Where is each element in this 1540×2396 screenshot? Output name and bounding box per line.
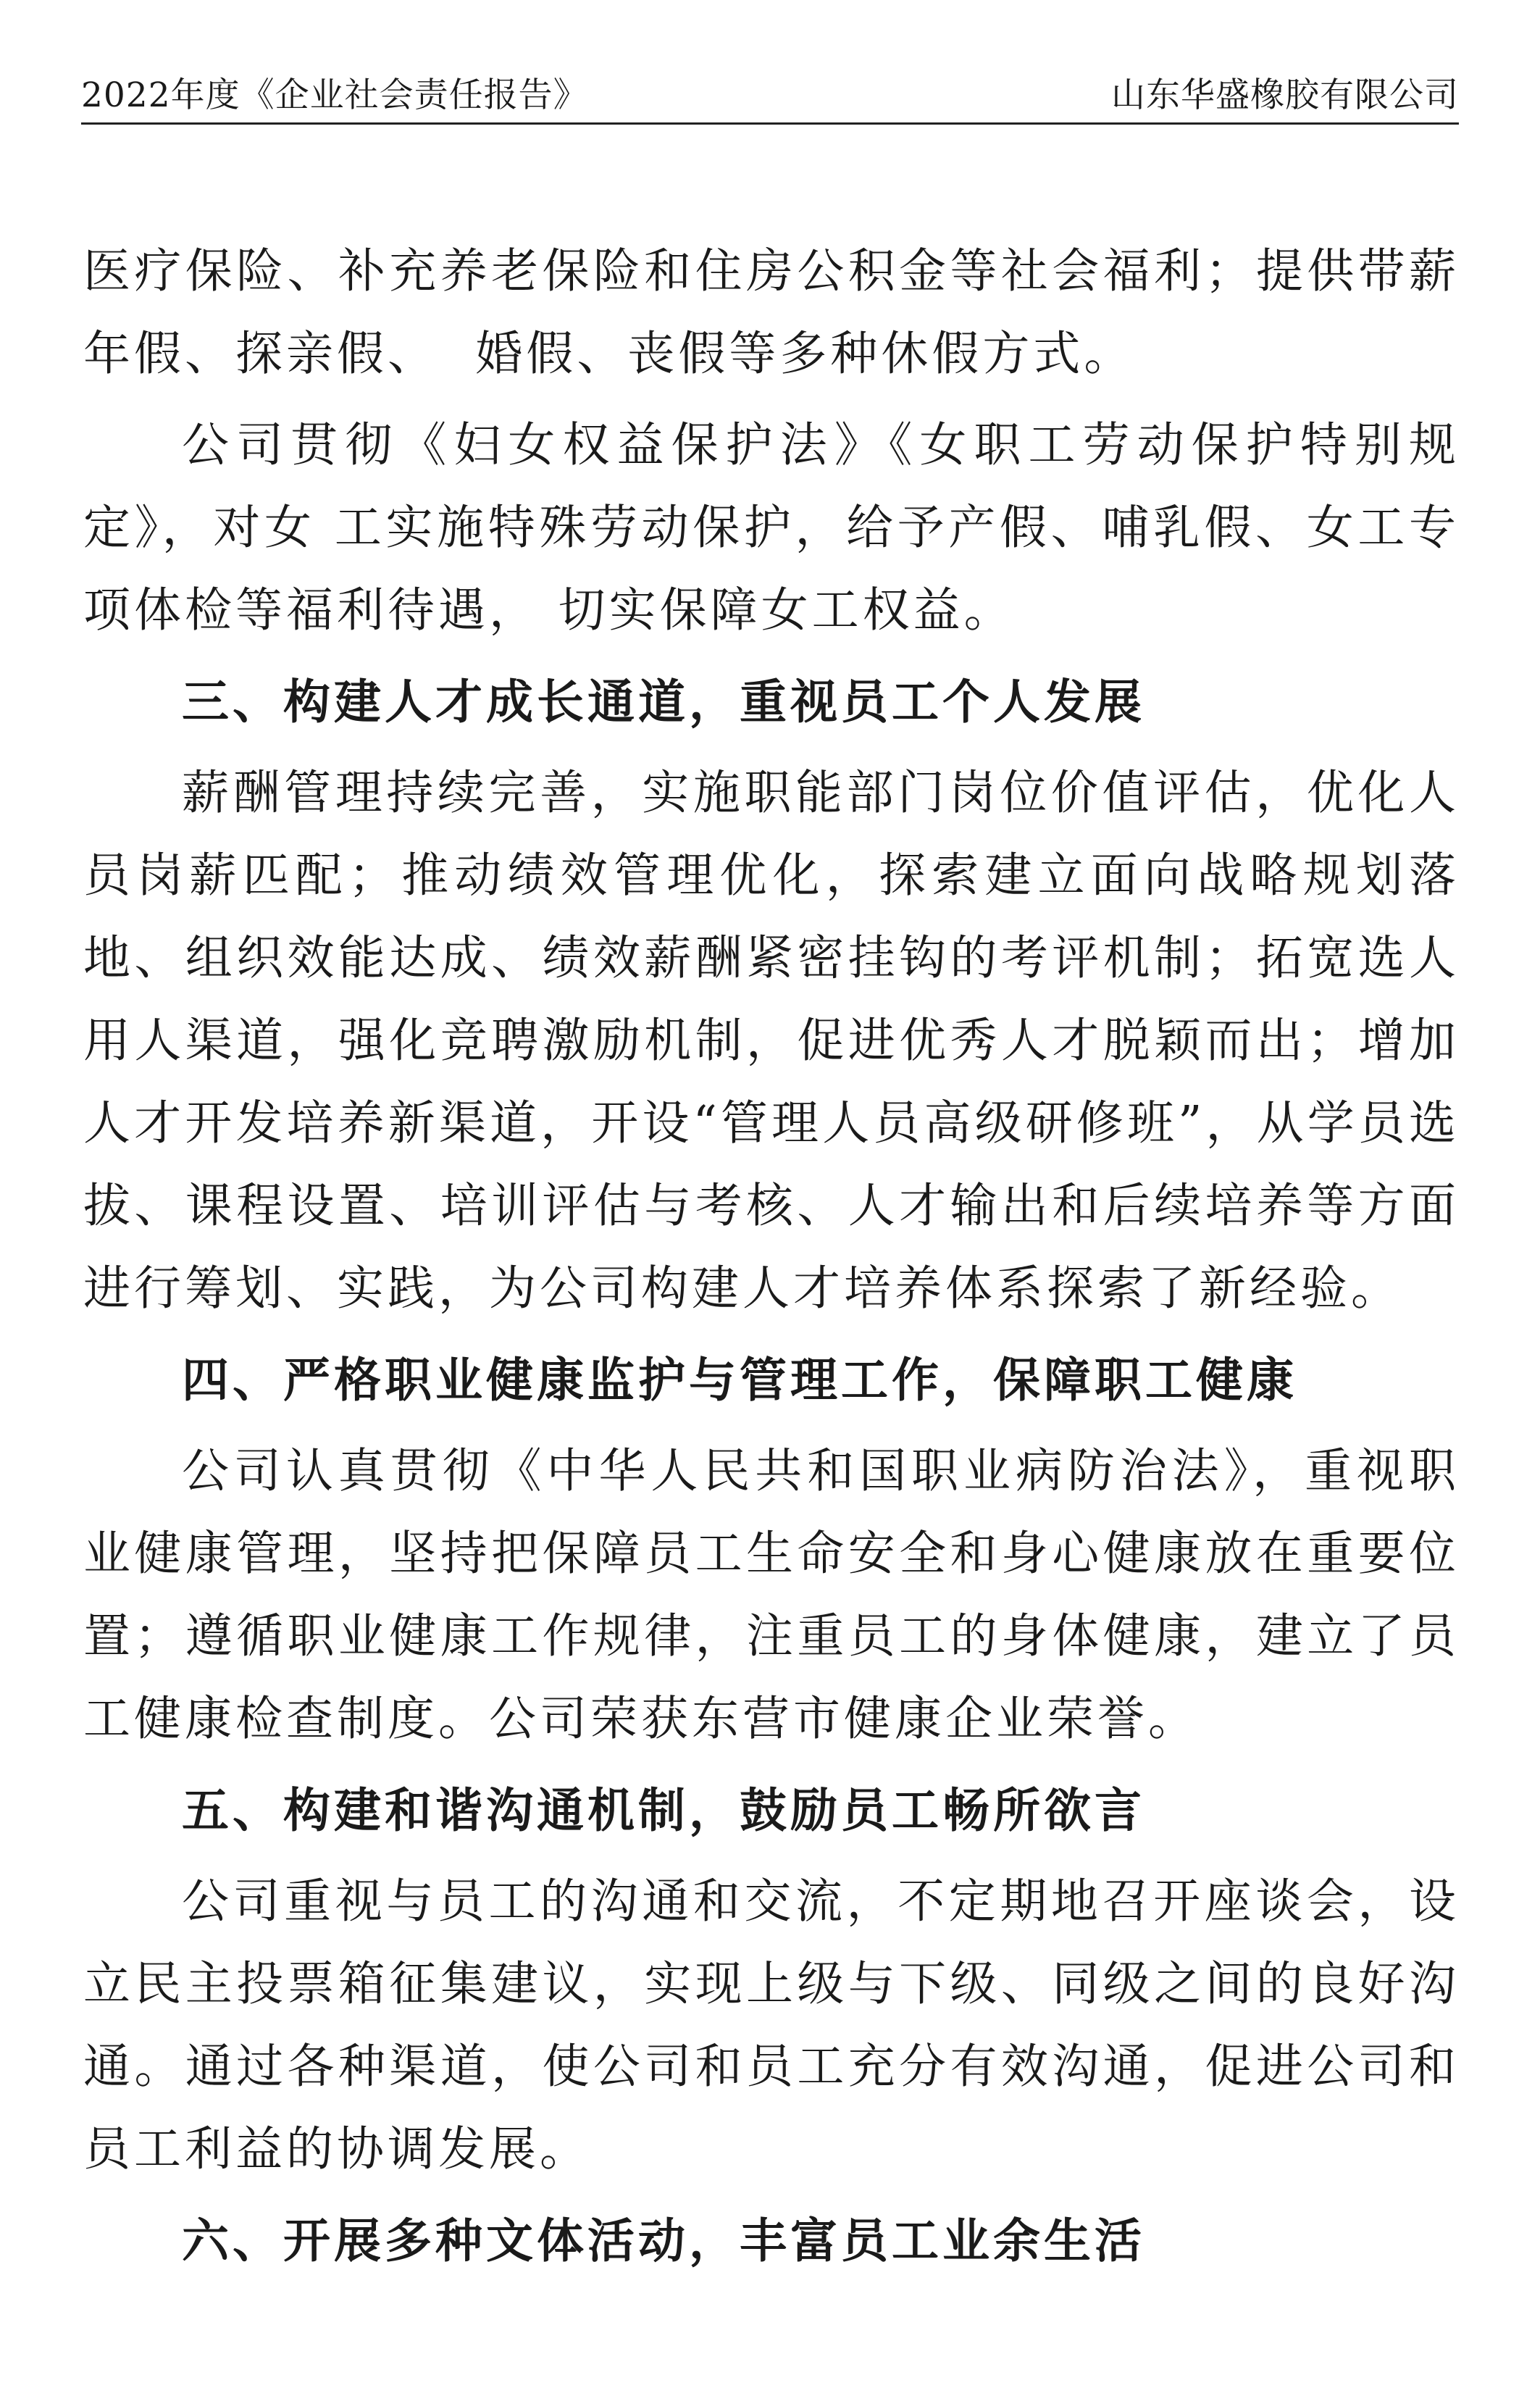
paragraph-communication: 公司重视与员工的沟通和交流，不定期地召开座谈会，设立民主投票箱征集建议，实现上级与下级、同级之间的良好沟通。通过各种渠道，使公司和员工充分有效沟通，促进公司和员工利益的协调发展。 [83, 1874, 1460, 2176]
section-heading-communication: 五、构建和谐沟通机制，鼓励员工畅所欲言 [182, 1783, 1146, 1838]
header-company-name: 山东华盛橡胶有限公司 [1111, 75, 1459, 115]
paragraph-welfare: 医疗保险、补充养老保险和住房公积金等社会福利；提供带薪年假、探亲假、 婚假、丧假等多种休假方式。 [83, 244, 1460, 381]
section-heading-activities: 六、开展多种文体活动，丰富员工业余生活 [182, 2213, 1146, 2268]
paragraph-talent-growth: 薪酬管理持续完善，实施职能部门岗位价值评估，优化人员岗薪匹配；推动绩效管理优化，探索建立面向战略规划落地、组织效能达成、绩效薪酬紧密挂钩的考评机制；拓宽选人用人渠道，强化竞聘激励机制，促进优秀人才脱颖而出；增加人才开发培养新渠道，开设“管理人员高级研修班”，从学员选拔、课程设置、培训评估与考核、人才输出和后续培养等方面进行筹划、实践，为公司构建人才培养体系探索了新经验。 [83, 766, 1460, 1316]
page-body [83, 230, 1460, 2282]
paragraph-female-workers: 公司贯彻《妇女权益保护法》《女职工劳动保护特别规定》，对女 工实施特殊劳动保护，给予产假、哺乳假、女工专项体检等福利待遇， 切实保障女工权益。 [83, 418, 1460, 638]
section-heading-talent-growth: 三、构建人才成长通道，重视员工个人发展 [182, 675, 1146, 730]
page-header [81, 67, 1459, 125]
section-heading-occupational-health: 四、严格职业健康监护与管理工作，保障职工健康 [182, 1353, 1298, 1408]
header-report-title: 2022年度《企业社会责任报告》 [81, 75, 588, 115]
paragraph-occupational-health: 公司认真贯彻《中华人民共和国职业病防治法》，重视职业健康管理，坚持把保障员工生命安全和身心健康放在重要位置；遵循职业健康工作规律，注重员工的身体健康，建立了员工健康检查制度。公司荣获东营市健康企业荣誉。 [83, 1444, 1460, 1746]
